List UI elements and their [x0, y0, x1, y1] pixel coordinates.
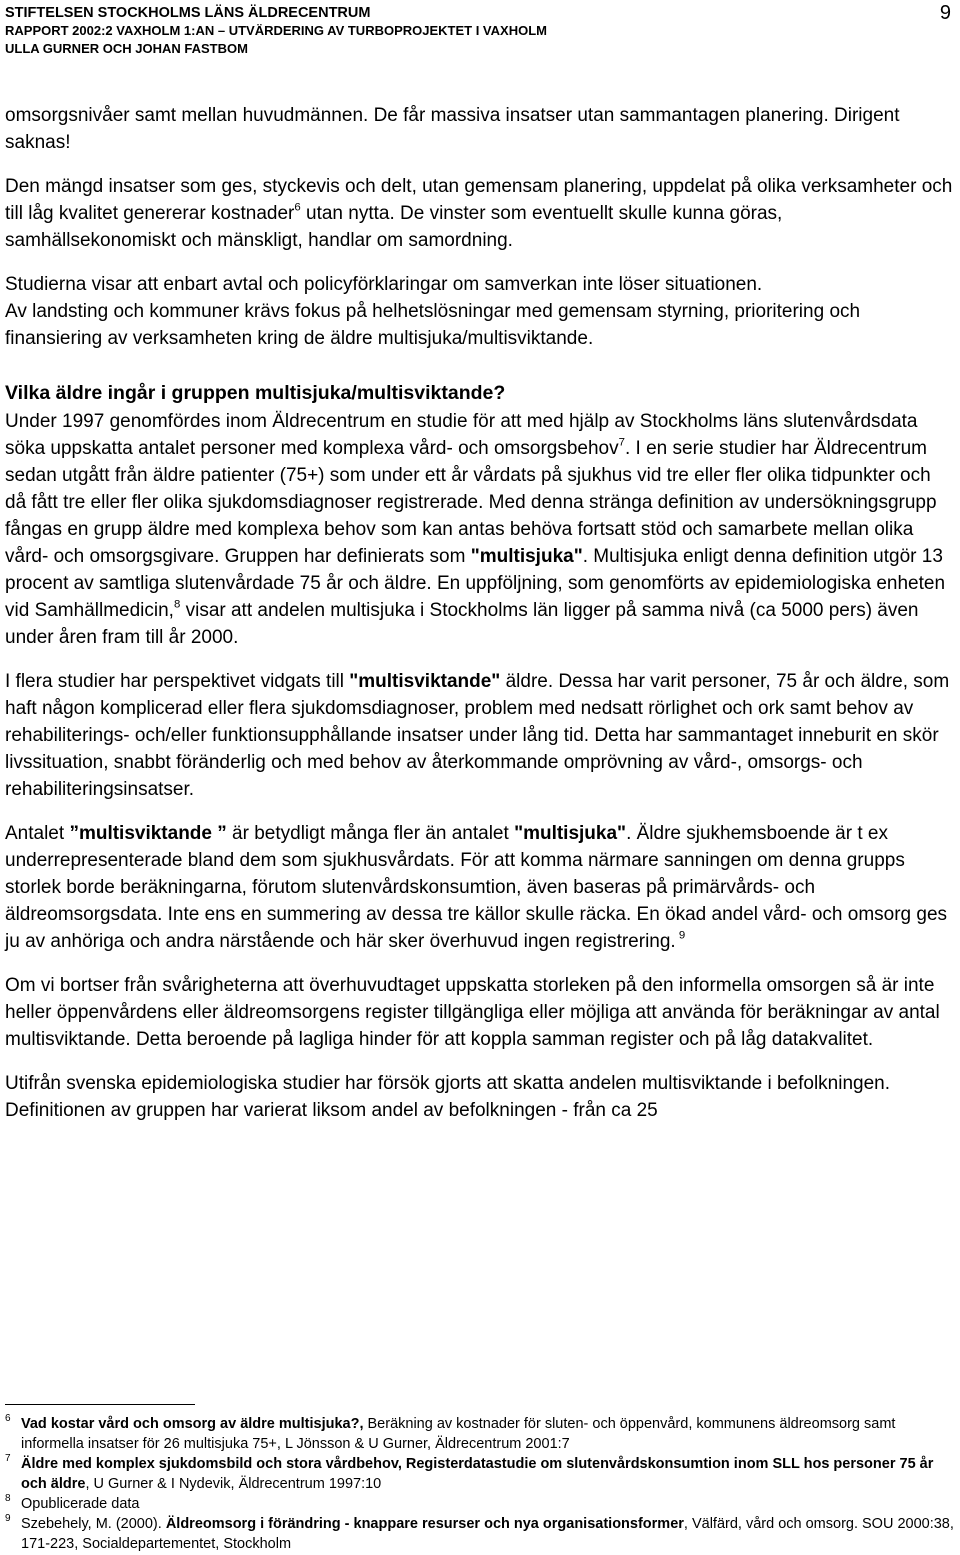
paragraph-4: Av landsting och kommuner krävs fokus på helhetslösningar med gemensam styrning, prioritering och finansiering av verksamheten kring de äldre multisjuka/multisviktande. [5, 301, 861, 349]
paragraph-8: Om vi bortser från svårigheterna att överhuvudtaget uppskatta storleken på den informella omsorgen så är inte heller öppenvårdens eller äldreomsorgens register tillgängliga eller möjliga att använda för beräkningar av antal multisviktande. Detta beroende på lagliga hinder för att koppla samman register och på låg datakvalitet. [5, 975, 940, 1050]
footnote-separator [5, 1404, 195, 1405]
header-report: RAPPORT 2002:2 VAXHOLM 1:AN – UTVÄRDERING AV TURBOPROJEKTET I VAXHOLM [5, 23, 547, 38]
footnote-number: 7 [5, 1453, 11, 1464]
paragraph-5: Under 1997 genomfördes inom Äldrecentrum en studie för att med hjälp av Stockholms läns slutenvårdsdata söka uppskatta antalet personer med komplexa vård- och omsorgsbehov$^7$. I en serie studier har Äldrecentrum sedan utgått från äldre patienter (75+) som under ett år vårdats på sjukhus vid tre eller fler olika tidpunkter och då fått tre eller fler olika sjukdomsdiagnoser registrerade. Med denna stränga definition av undersökningsgrupp fångas en grupp äldre med komplexa behov som kan antas behöva fortsatt stöd och samarbete mellan olika vård- och omsorgsgivare. Gruppen har definierats som "multisjuka". Multisjuka enligt denna definition utgör 13 procent av samtliga slutenvårdade 75 år och äldre. En uppföljning, som genomförts av epidemiologiska enheten vid Samhällmedicin,$^8$ visar att andelen multisjuka i Stockholms län ligger på samma nivå (ca 5000 pers) även under åren fram till år 2000. [5, 411, 946, 648]
body-text [5, 102, 953, 1141]
paragraph-1: omsorgsnivåer samt mellan huvudmännen. De får massiva insatser utan sammantagen planering. Dirigent saknas! [5, 105, 900, 153]
footnote-6: 6 Vad kostar vård och omsorg av äldre multisjuka?, Beräkning av kostnader för sluten- och öppenvård, kommunens äldreomsorg samt informella insatser för 26 multisjuka 75+, L Jönsson & U Gurner, Äldrecentrum 2001:7 [5, 1414, 957, 1454]
footnote-9: 9 Szebehely, M. (2000). Äldreomsorg i förändring - knappare resurser och nya organisationsformer, Välfärd, vård och omsorg. SOU 2000:38, 171-223, Socialdepartementet, Stockholm [5, 1514, 957, 1554]
footnote-ref-9[interactable]: 9 [675, 929, 686, 942]
paragraph-3: Studierna visar att enbart avtal och policyförklaringar om samverkan inte löser situationen. [5, 274, 763, 295]
footnote-number: 6 [5, 1413, 11, 1424]
footnote-8: 8 Opublicerade data [5, 1494, 957, 1514]
footnote-number: 8 [5, 1493, 11, 1504]
paragraph-2: Den mängd insatser som ges, styckevis och delt, utan gemensam planering, uppdelat på olika verksamheter och till låg kvalitet genererar kostnader$^6$ utan nytta. De vinster som eventuellt skulle kunna göras, samhällsekonomiskt och mänskligt, handlar om samordning. [5, 176, 953, 251]
running-header [5, 4, 953, 58]
footnotes [5, 1414, 957, 1554]
footnote-7: 7 Äldre med komplex sjukdomsbild och stora vårdbehov, Registerdatastudie om slutenvårdskonsumtion inom SLL hos personer 75 år och äldre, U Gurner & I Nydevik, Äldrecentrum 1997:10 [5, 1454, 957, 1494]
paragraph-6: I flera studier har perspektivet vidgats till "multisviktande" äldre. Dessa har varit personer, 75 år och äldre, som haft någon komplicerad eller flera sjukdomsdiagnoser, problem med nedsatt rörlighet och ork samt behov av rehabiliterings- och/eller funktionsupphållande insatser under lång tid. Detta har sammantaget inneburit en skör livssituation, snabbt föränderlig och med behov av återkommande omprövning av vård-, omsorgs- och rehabiliteringsinsatser. [5, 671, 950, 800]
page-number: 9 [939, 2, 951, 24]
paragraph-7: Antalet ”multisviktande ” är betydligt många fler än antalet "multisjuka". Äldre sjukhemsboende är t ex underrepresenterade bland dem som sjukhusvårdats. För att komma närmare sanningen om denna grupps storlek borde beräkningarna, förutom slutenvårdskonsumtion, även baseras på primärvårds- och äldreomsorgsdata. Inte ens en summering av dessa tre källor skulle räcka. En ökad andel vård- och omsorg ges ju av anhöriga och andra närstående och här sker överhuvud ingen registrering. $^9$ [5, 823, 948, 952]
section-heading: Vilka äldre ingår i gruppen multisjuka/multisviktande? [5, 382, 506, 404]
footnote-ref-8[interactable]: 8 [173, 598, 181, 611]
footnote-ref-6[interactable]: 6 [294, 201, 301, 214]
footnote-ref-7[interactable]: 7 [618, 436, 625, 449]
header-authors: ULLA GURNER OCH JOHAN FASTBOM [5, 41, 248, 56]
footnote-number: 9 [5, 1513, 11, 1524]
header-organization: STIFTELSEN STOCKHOLMS LÄNS ÄLDRECENTRUM [5, 5, 371, 21]
paragraph-9: Utifrån svenska epidemiologiska studier har försök gjorts att skatta andelen multisviktande i befolkningen. Definitionen av gruppen har varierat liksom andel av befolkningen - från ca 25 [5, 1073, 891, 1121]
